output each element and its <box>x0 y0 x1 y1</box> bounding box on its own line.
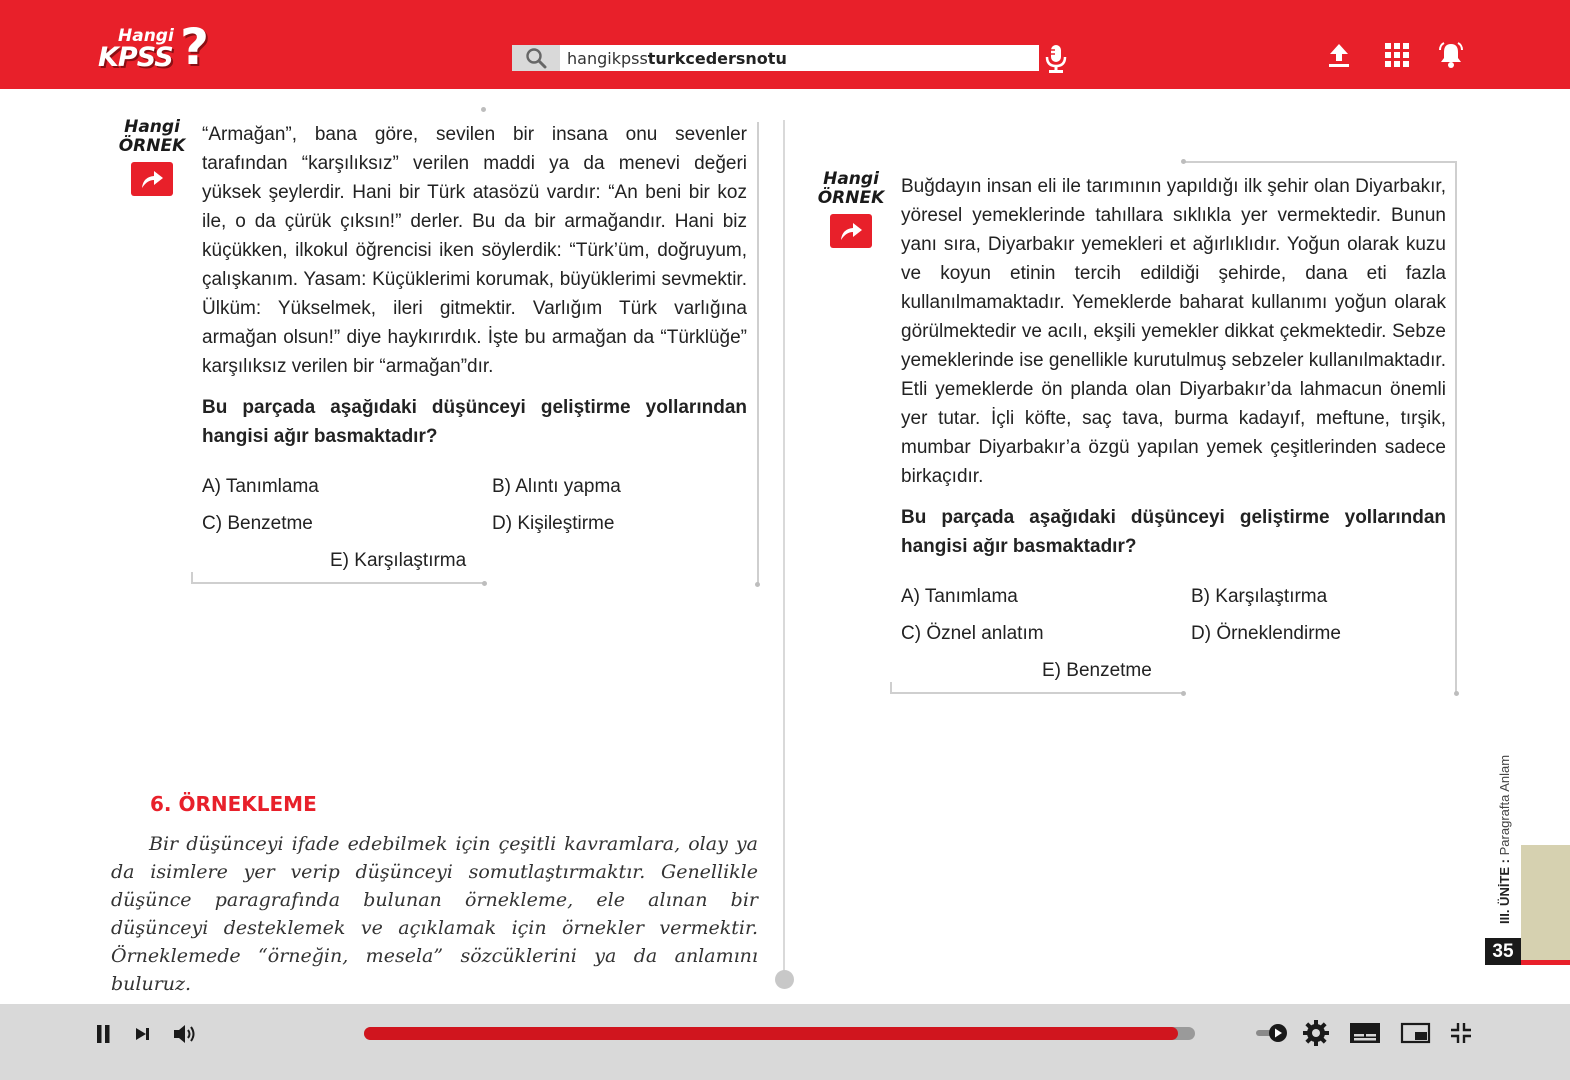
logo-hangi: Hangi <box>118 26 174 46</box>
logo-question-mark: ? <box>180 18 210 76</box>
frame-line <box>890 682 892 694</box>
search-value-bold: turkcedersnotu <box>647 48 787 68</box>
hangi-ornek-badge <box>816 170 886 250</box>
option-c[interactable]: C) Öznel anlatım <box>901 623 1044 644</box>
search-icon[interactable] <box>512 45 560 71</box>
option-b[interactable]: B) Karşılaştırma <box>1191 586 1328 607</box>
microphone-icon[interactable] <box>1044 44 1068 74</box>
next-icon[interactable] <box>133 1024 153 1049</box>
logo-kpss: KPSS <box>98 42 173 73</box>
fullscreen-icon[interactable] <box>1448 1020 1474 1051</box>
frame-line <box>191 572 193 584</box>
share-arrow-icon[interactable] <box>131 162 173 196</box>
progress-fill <box>364 1027 1178 1040</box>
frame-line <box>757 122 759 585</box>
example-paragraph: “Armağan”, bana göre, sevilen bir insana onu sevenler tarafından “karşılıksız” verilen maddi ya da menevi değeri yüksek şeylerdir. Hani bir Türk atasözü vardır: “An beni bir koz ile, o da çürük çıksın!” derler. Bu da bir armağandır. Hani biz küçükken, ilkokul öğrencisi iken söylerdik: “Türk’üm, doğruyum, çalışkanım. Yasam: Küçüklerimi korumak, büyüklerimi sevmektir. Ülküm: Yükselmek, ileri gitmektir. Varlığım Türk varlığına armağan olsun!” diye haykırırdık. İşte bu armağan da “Türklüğe” karşılıksız verilen bir “armağan”dır. <box>202 124 747 377</box>
unit-number: III. ÜNİTE : <box>1497 859 1512 924</box>
badge-hangi: Hangi <box>124 117 180 137</box>
settings-icon[interactable] <box>1302 1019 1330 1052</box>
unit-label <box>1497 755 1512 924</box>
unit-topic: Paragrafta Anlam <box>1497 754 1512 856</box>
frame-dot <box>1181 159 1186 164</box>
question-text: Bu parçada aşağıdaki düşünceyi geliştirme yollarından hangisi ağır basmaktadır? <box>202 397 747 447</box>
frame-dot <box>481 107 486 112</box>
media-player-bar <box>0 1004 1570 1080</box>
page-divider <box>783 120 785 982</box>
option-e[interactable]: E) Benzetme <box>1042 660 1152 681</box>
page-number-accent <box>1521 960 1570 965</box>
example-paragraph: Buğdayın insan eli ile tarımının yapıldığı ilk şehir olan Diyarbakır, yöresel yemeklerinde tahıllara sıklıkla yer vermektedir. Bunun yanı sıra, Diyarbakır yemekleri et ağırlıklıdır. Yoğun olarak kuzu ve koyun etinin tercih edildiği şehirde, dana eti fazla kullanılmamaktadır. Yemeklerde baharat kullanımı yoğun olarak görülmektedir ve acılı, ekşili yemekler dikkat çekmektedir. Sebze yemeklerinde ise genellikle kurutulmuş sebzeler kullanılmaktadır. Etli yemeklerde ön planda olan Diyarbakır’da lahmacun önemli yer tutar. İçli köfte, saç tava, burma kadayıf, meftune, tırşik, mumbar Diyarbakır’a özgü yapılan yemek çeşitlerinden sadece birkaçıdır. <box>901 176 1446 487</box>
option-d[interactable]: D) Kişileştirme <box>492 513 615 534</box>
badge-hangi: Hangi <box>823 169 879 189</box>
option-a[interactable]: A) Tanımlama <box>202 476 319 497</box>
share-arrow-icon[interactable] <box>830 214 872 248</box>
search-input[interactable] <box>560 49 787 68</box>
option-e[interactable]: E) Karşılaştırma <box>330 550 467 571</box>
upload-icon[interactable] <box>1324 40 1354 70</box>
option-d[interactable]: D) Örneklendirme <box>1191 623 1341 644</box>
subtitles-icon[interactable] <box>1349 1021 1381 1050</box>
section-text: Bir düşünceyi ifade edebilmek için çeşitli kavramlara, olay ya da isimlere yer verip düşünceyi somutlaştırmaktır. Genellikle düşünce paragrafında bulunan örnekleme, ele alınan bir düşünceyi desteklemek ve açıklamak için örnekler vermektir. Örneklemede “örneğin, mesela” sözcüklerini ya da anlamını buluruz. <box>111 833 758 995</box>
grid-icon[interactable] <box>1382 40 1412 70</box>
question-text: Bu parçada aşağıdaki düşünceyi geliştirme yollarından hangisi ağır basmaktadır? <box>901 507 1446 557</box>
search-value-prefix: hangikpss <box>567 48 648 68</box>
search-bar[interactable] <box>512 45 1039 71</box>
frame-line <box>1183 161 1457 163</box>
frame-dot <box>755 582 760 587</box>
frame-dot <box>482 581 487 586</box>
autoplay-toggle-icon[interactable] <box>1254 1020 1290 1051</box>
unit-tab <box>1521 845 1570 963</box>
badge-ornek: ÖRNEK <box>817 188 885 208</box>
hangi-ornek-badge <box>117 118 187 198</box>
option-c[interactable]: C) Benzetme <box>202 513 313 534</box>
frame-line <box>191 582 486 584</box>
section-title: 6. ÖRNEKLEME <box>150 792 317 816</box>
progress-bar[interactable] <box>364 1027 1195 1040</box>
frame-line <box>890 692 1184 694</box>
frame-dot <box>1454 691 1459 696</box>
miniplayer-icon[interactable] <box>1400 1021 1432 1050</box>
option-a[interactable]: A) Tanımlama <box>901 586 1018 607</box>
pause-icon[interactable] <box>94 1022 114 1051</box>
site-logo[interactable] <box>96 18 221 78</box>
page-number: 35 <box>1485 938 1521 965</box>
frame-line <box>1455 161 1457 693</box>
frame-dot <box>1181 691 1186 696</box>
option-b[interactable]: B) Alıntı yapma <box>492 476 621 497</box>
bell-icon[interactable] <box>1436 40 1466 70</box>
top-bar <box>0 0 1570 89</box>
page-divider-handle[interactable] <box>775 970 794 989</box>
badge-ornek: ÖRNEK <box>118 136 186 156</box>
volume-icon[interactable] <box>172 1022 198 1051</box>
